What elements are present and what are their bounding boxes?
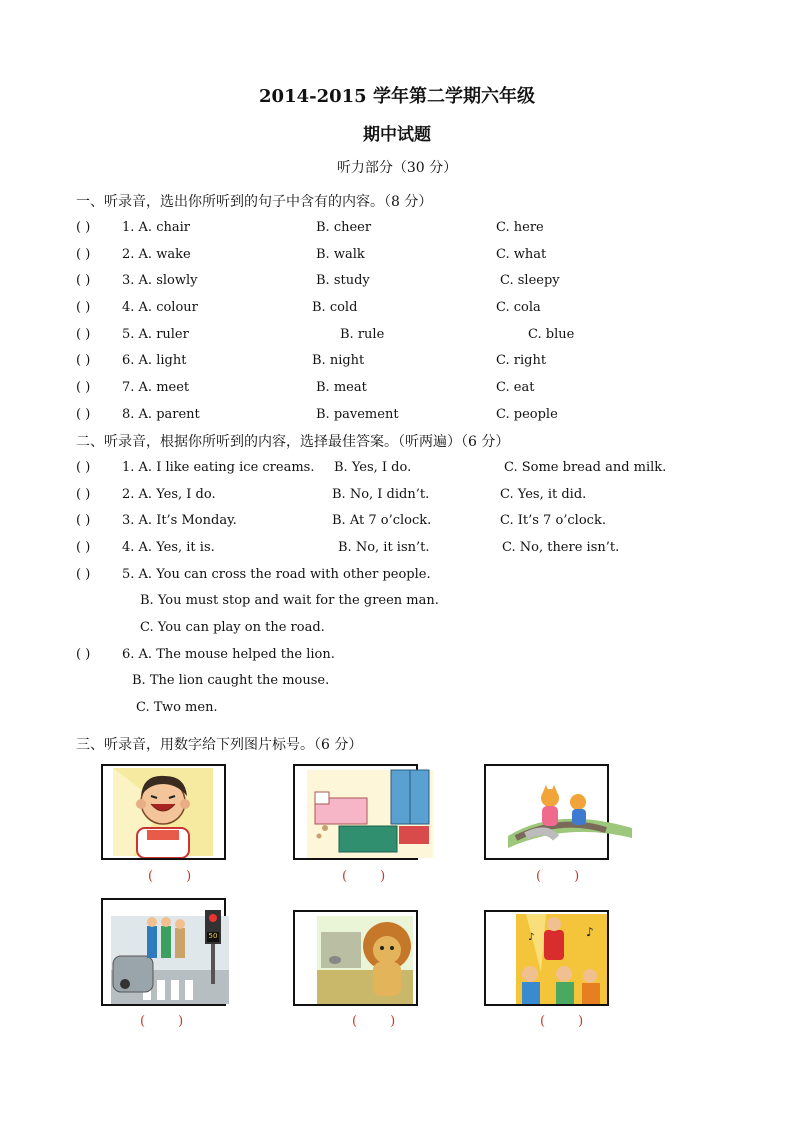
- answer-blank[interactable]: ( ): [76, 327, 91, 342]
- option-a: 6. A. light: [122, 353, 187, 368]
- option-c: C. It’s 7 o’clock.: [500, 513, 606, 528]
- option-a: 1. A. I like eating ice creams.: [122, 460, 315, 475]
- exam-title: 2014-2015 学年第二学期六年级: [259, 86, 535, 107]
- option-a: 4. A. colour: [122, 300, 198, 315]
- section1-heading: 一、听录音，选出你所听到的句子中含有的内容。（8 分）: [76, 194, 433, 210]
- option-c: C. Some bread and milk.: [504, 460, 667, 475]
- exam-subtitle: 期中试题: [363, 125, 431, 145]
- option-b: B. cheer: [316, 220, 372, 235]
- option-c: C. eat: [496, 380, 535, 395]
- answer-blank[interactable]: ( ): [76, 487, 91, 502]
- boy-laughing-picture: [101, 764, 226, 860]
- section3-heading: 三、听录音，用数字给下列图片标号。（6 分）: [76, 737, 363, 753]
- option-b: B. rule: [340, 327, 385, 342]
- option-a: 2. A. Yes, I do.: [122, 487, 216, 502]
- option-b: B. meat: [316, 380, 367, 395]
- option-c: C. here: [496, 220, 544, 235]
- option-c: C. No, there isn’t.: [502, 540, 620, 555]
- option-c: C. blue: [528, 327, 575, 342]
- answer-blank[interactable]: ( ): [76, 220, 91, 235]
- option-a: 2. A. wake: [122, 247, 191, 262]
- option-c: C. Yes, it did.: [500, 487, 587, 502]
- option-b: B. cold: [312, 300, 358, 315]
- answer-blank[interactable]: ( ): [76, 353, 91, 368]
- answer-blank[interactable]: ( ): [76, 460, 91, 475]
- option-a: 6. A. The mouse helped the lion.: [122, 647, 335, 662]
- option-c: C. cola: [496, 300, 541, 315]
- answer-blank[interactable]: ( ): [342, 869, 386, 884]
- answer-blank[interactable]: ( ): [76, 647, 91, 662]
- option-a: 8. A. parent: [122, 407, 200, 422]
- option-c: C. right: [496, 353, 547, 368]
- cats-on-bridge-picture: [484, 764, 609, 860]
- traffic-timer-label: 50: [208, 932, 218, 940]
- option-a: 5. A. You can cross the road with other people.: [122, 567, 431, 582]
- option-c: C. Two men.: [136, 700, 218, 715]
- option-a: 5. A. ruler: [122, 327, 189, 342]
- answer-blank[interactable]: ( ): [76, 513, 91, 528]
- bedroom-picture: [293, 764, 418, 860]
- option-a: 3. A. It’s Monday.: [122, 513, 237, 528]
- answer-blank[interactable]: ( ): [76, 247, 91, 262]
- option-b: B. walk: [316, 247, 365, 262]
- answer-blank[interactable]: ( ): [352, 1014, 396, 1029]
- part-label: 听力部分（30 分）: [336, 160, 458, 176]
- lion-and-mouse-picture: [293, 910, 418, 1006]
- answer-blank[interactable]: ( ): [536, 869, 580, 884]
- answer-blank[interactable]: ( ): [76, 540, 91, 555]
- option-c: C. You can play on the road.: [140, 620, 325, 635]
- singer-on-stage-picture: [484, 910, 609, 1006]
- answer-blank[interactable]: ( ): [76, 273, 91, 288]
- option-a: 1. A. chair: [122, 220, 190, 235]
- option-c: C. people: [496, 407, 558, 422]
- answer-blank[interactable]: ( ): [76, 407, 91, 422]
- option-b: B. You must stop and wait for the green man.: [140, 593, 439, 608]
- answer-blank[interactable]: ( ): [76, 567, 91, 582]
- svg-text:♪: ♪: [528, 932, 535, 943]
- svg-text:♪: ♪: [586, 925, 594, 939]
- answer-blank[interactable]: ( ): [76, 380, 91, 395]
- traffic-crossing-picture: [101, 898, 226, 1006]
- answer-blank[interactable]: ( ): [140, 1014, 184, 1029]
- option-b: B. study: [316, 273, 370, 288]
- section2-heading: 二、听录音，根据你所听到的内容，选择最佳答案。（听两遍）（6 分）: [76, 434, 510, 450]
- option-b: B. No, I didn’t.: [332, 487, 430, 502]
- option-b: B. night: [312, 353, 365, 368]
- option-a: 4. A. Yes, it is.: [122, 540, 215, 555]
- option-b: B. The lion caught the mouse.: [132, 673, 330, 688]
- answer-blank[interactable]: ( ): [540, 1014, 584, 1029]
- answer-blank[interactable]: ( ): [76, 300, 91, 315]
- option-b: B. No, it isn’t.: [338, 540, 430, 555]
- option-b: B. Yes, I do.: [334, 460, 412, 475]
- option-b: B. pavement: [316, 407, 399, 422]
- answer-blank[interactable]: ( ): [148, 869, 192, 884]
- option-b: B. At 7 o’clock.: [332, 513, 432, 528]
- option-a: 7. A. meet: [122, 380, 190, 395]
- option-c: C. sleepy: [500, 273, 560, 288]
- option-c: C. what: [496, 247, 547, 262]
- option-a: 3. A. slowly: [122, 273, 198, 288]
